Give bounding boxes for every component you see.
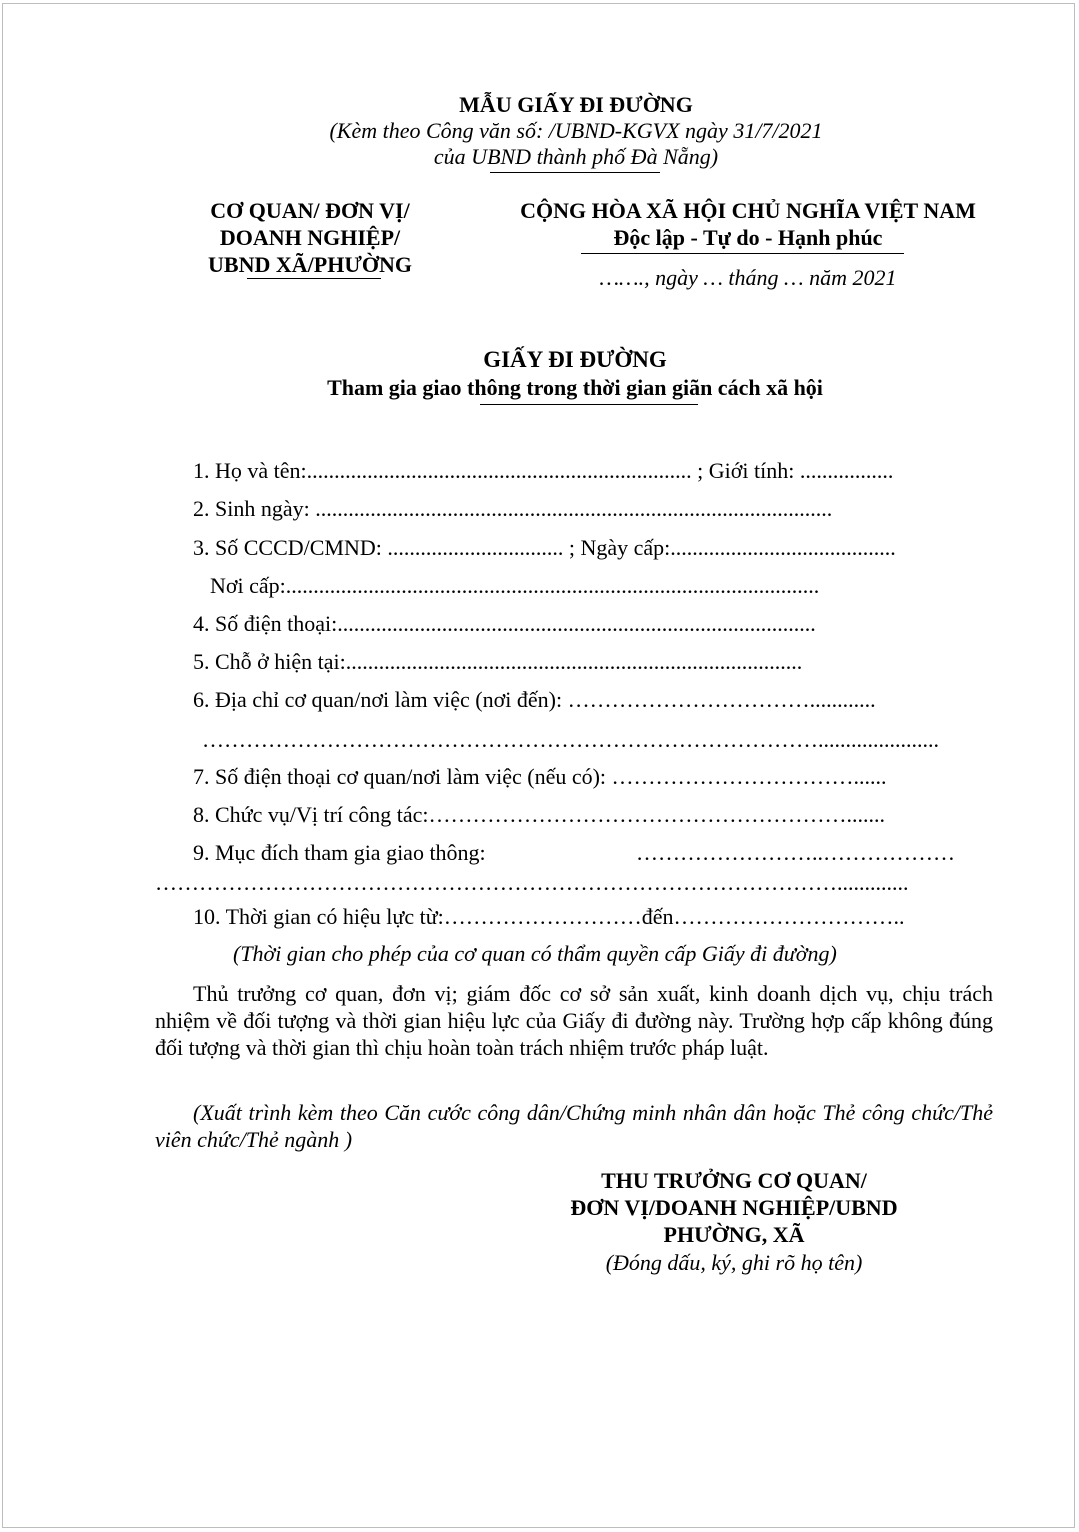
validity-note: (Thời gian cho phép của cơ quan có thẩm quyền cấp Giấy đi đường)	[233, 941, 837, 966]
field-full-name: 1. Họ và tên:...................................................................... ; Giới tính: .................	[193, 458, 894, 483]
field-validity: 10. Thời gian có hiệu lực từ:………………………đến…………………………..	[193, 904, 905, 929]
form-template-title: MẪU GIẤY ĐI ĐƯỜNG	[459, 92, 693, 117]
field-workplace-address: 6. Địa chỉ cơ quan/nơi làm việc (nơi đến): ……………………………............	[193, 687, 876, 712]
nation-name: CỘNG HÒA XÃ HỘI CHỦ NGHĨA VIỆT NAM	[520, 198, 976, 223]
field-birth-date: 2. Sinh ngày: ..............................................................................................	[193, 496, 833, 521]
form-template-subtitle-1: (Kèm theo Công văn số: /UBND-KGVX ngày 31/7/2021	[329, 118, 823, 143]
signature-title-3: PHƯỜNG, XÃ	[663, 1222, 805, 1247]
header-underline	[490, 172, 660, 173]
field-id-place: Nơi cấp:.................................................................................................	[210, 573, 820, 598]
presentation-note: (Xuất trình kèm theo Căn cước công dân/Chứng minh nhân dân hoặc Thẻ công chức/Thẻ viên chức/Thẻ ngành )	[155, 1100, 993, 1152]
document-title: GIẤY ĐI ĐƯỜNG	[483, 347, 667, 372]
field-purpose-dots: ……………………..………………	[636, 840, 955, 865]
agency-line-1: CƠ QUAN/ ĐƠN VỊ/	[210, 198, 410, 223]
field-phone: 4. Số điện thoại:.......................................................................................	[193, 611, 816, 636]
motto-underline	[581, 253, 904, 254]
title-underline	[480, 404, 698, 405]
agency-underline	[247, 278, 381, 279]
signature-title-2: ĐƠN VỊ/DOANH NGHIỆP/UBND	[570, 1195, 898, 1220]
field-purpose-label: 9. Mục đích tham gia giao thông:	[193, 840, 486, 865]
field-residence: 5. Chỗ ở hiện tại:...................................................................................	[193, 649, 803, 674]
form-template-subtitle-2: của UBND thành phố Đà Nẵng)	[433, 144, 719, 169]
field-id-number: 3. Số CCCD/CMND: ................................ ; Ngày cấp:.........................................	[193, 535, 896, 560]
field-purpose-cont: ………………………………………………………………………………….............	[155, 870, 909, 895]
responsibility-paragraph: Thủ trưởng cơ quan, đơn vị; giám đốc cơ sở sản xuất, kinh doanh dịch vụ, chịu trách nhiệm về đối tượng và thời gian hiệu lực của Giấy đi đường này. Trường hợp cấp không đúng đối tượng và thời gian thì chịu hoàn toàn trách nhiệm trước pháp luật.	[155, 981, 993, 1060]
agency-line-2: DOANH NGHIỆP/	[219, 225, 401, 250]
nation-motto: Độc lập - Tự do - Hạnh phúc	[613, 225, 883, 250]
signature-note: (Đóng dấu, ký, ghi rõ họ tên)	[605, 1250, 863, 1275]
field-position: 8. Chức vụ/Vị trí công tác:………………………………………………….......	[193, 802, 886, 827]
agency-line-3: UBND XÃ/PHƯỜNG	[208, 252, 412, 277]
signature-title-1: THU TRƯỞNG CƠ QUAN/	[601, 1168, 867, 1193]
issue-date: ……., ngày … tháng … năm 2021	[599, 265, 897, 290]
document-subtitle: Tham gia giao thông trong thời gian giãn cách xã hội	[327, 375, 823, 400]
field-workplace-phone: 7. Số điện thoại cơ quan/nơi làm việc (nếu có): ……………………………......	[193, 764, 887, 789]
field-workplace-address-cont: …………………………………………………………………………......................	[202, 727, 939, 752]
